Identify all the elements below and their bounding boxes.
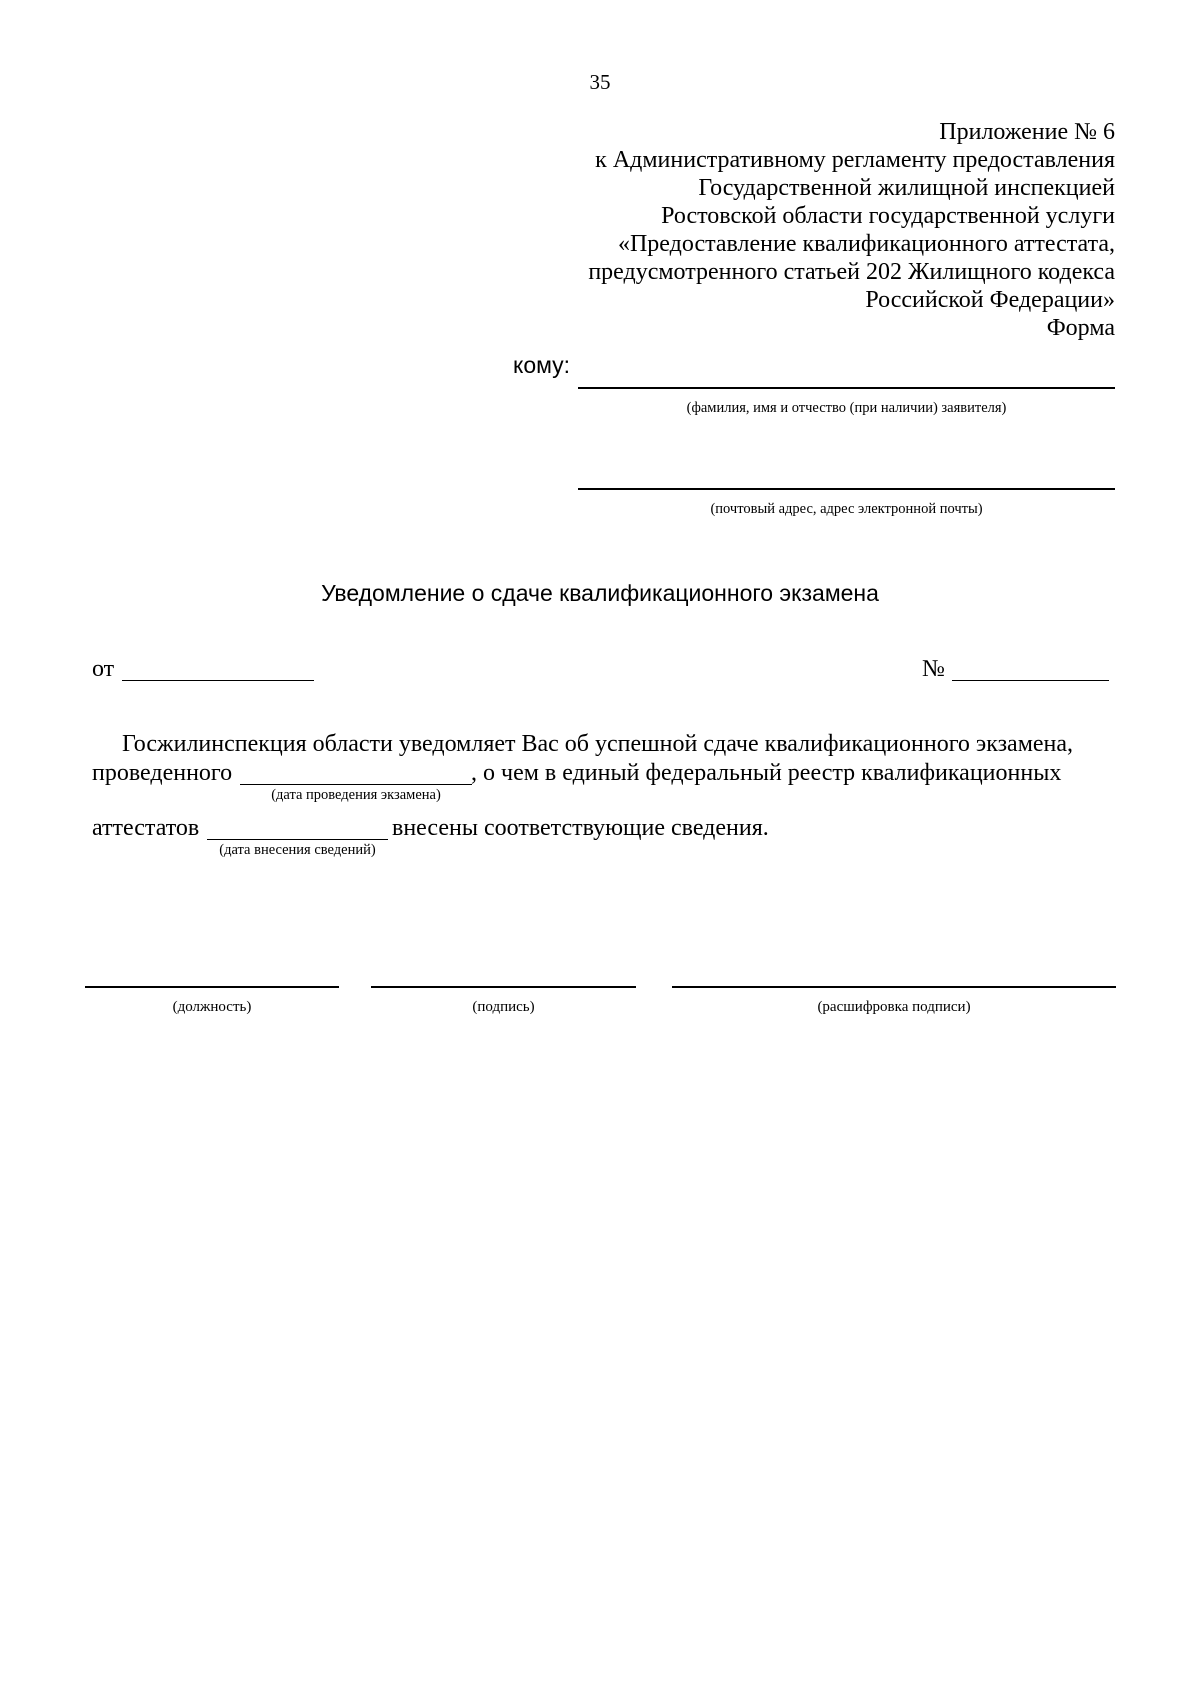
exam-date-caption: (дата проведения экзамена) [271, 787, 441, 803]
appendix-line: к Административному регламенту предоставления [595, 147, 1115, 173]
exam-date-field[interactable] [240, 784, 472, 785]
body-line-2-end: , о чем в единый федеральный реестр квалификационных [471, 760, 1062, 786]
entry-date-field[interactable] [207, 839, 388, 840]
body-line-1: Госжилинспекция области уведомляет Вас об успешной сдаче квалификационного экзамена, [122, 731, 1074, 757]
recipient-address-line[interactable] [578, 488, 1115, 490]
appendix-line: предусмотренного статьей 202 Жилищного кодекса [588, 259, 1115, 285]
page-number: 35 [589, 70, 611, 94]
form-label: Форма [1046, 315, 1115, 341]
document-title: Уведомление о сдаче квалификационного экзамена [321, 580, 879, 606]
body-line-3-end: внесены соответствующие сведения. [392, 815, 769, 841]
appendix-line: Российской Федерации» [865, 287, 1115, 313]
signature-decoding-line[interactable] [672, 986, 1116, 988]
appendix-line: Государственной жилищной инспекцией [698, 175, 1115, 201]
signature-caption: (подпись) [472, 999, 535, 1015]
appendix-line: Ростовской области государственной услуги [661, 203, 1115, 229]
number-label: № [922, 656, 945, 682]
date-field[interactable] [122, 680, 314, 681]
date-label: от [92, 656, 115, 682]
appendix-title: Приложение № 6 [939, 119, 1115, 145]
body-line-2-start: проведенного [92, 760, 233, 786]
appendix-line: «Предоставление квалификационного аттестата, [617, 231, 1115, 257]
recipient-label: кому: [513, 352, 571, 378]
entry-date-caption: (дата внесения сведений) [219, 842, 376, 858]
recipient-name-line[interactable] [578, 387, 1115, 389]
body-line-3-start: аттестатов [92, 815, 200, 841]
number-field[interactable] [952, 680, 1109, 681]
signature-line[interactable] [371, 986, 636, 988]
recipient-name-caption: (фамилия, имя и отчество (при наличии) заявителя) [686, 400, 1007, 416]
recipient-address-caption: (почтовый адрес, адрес электронной почты) [710, 501, 983, 517]
signature-decoding-caption: (расшифровка подписи) [817, 999, 971, 1015]
position-caption: (должность) [172, 999, 252, 1015]
position-line[interactable] [85, 986, 339, 988]
